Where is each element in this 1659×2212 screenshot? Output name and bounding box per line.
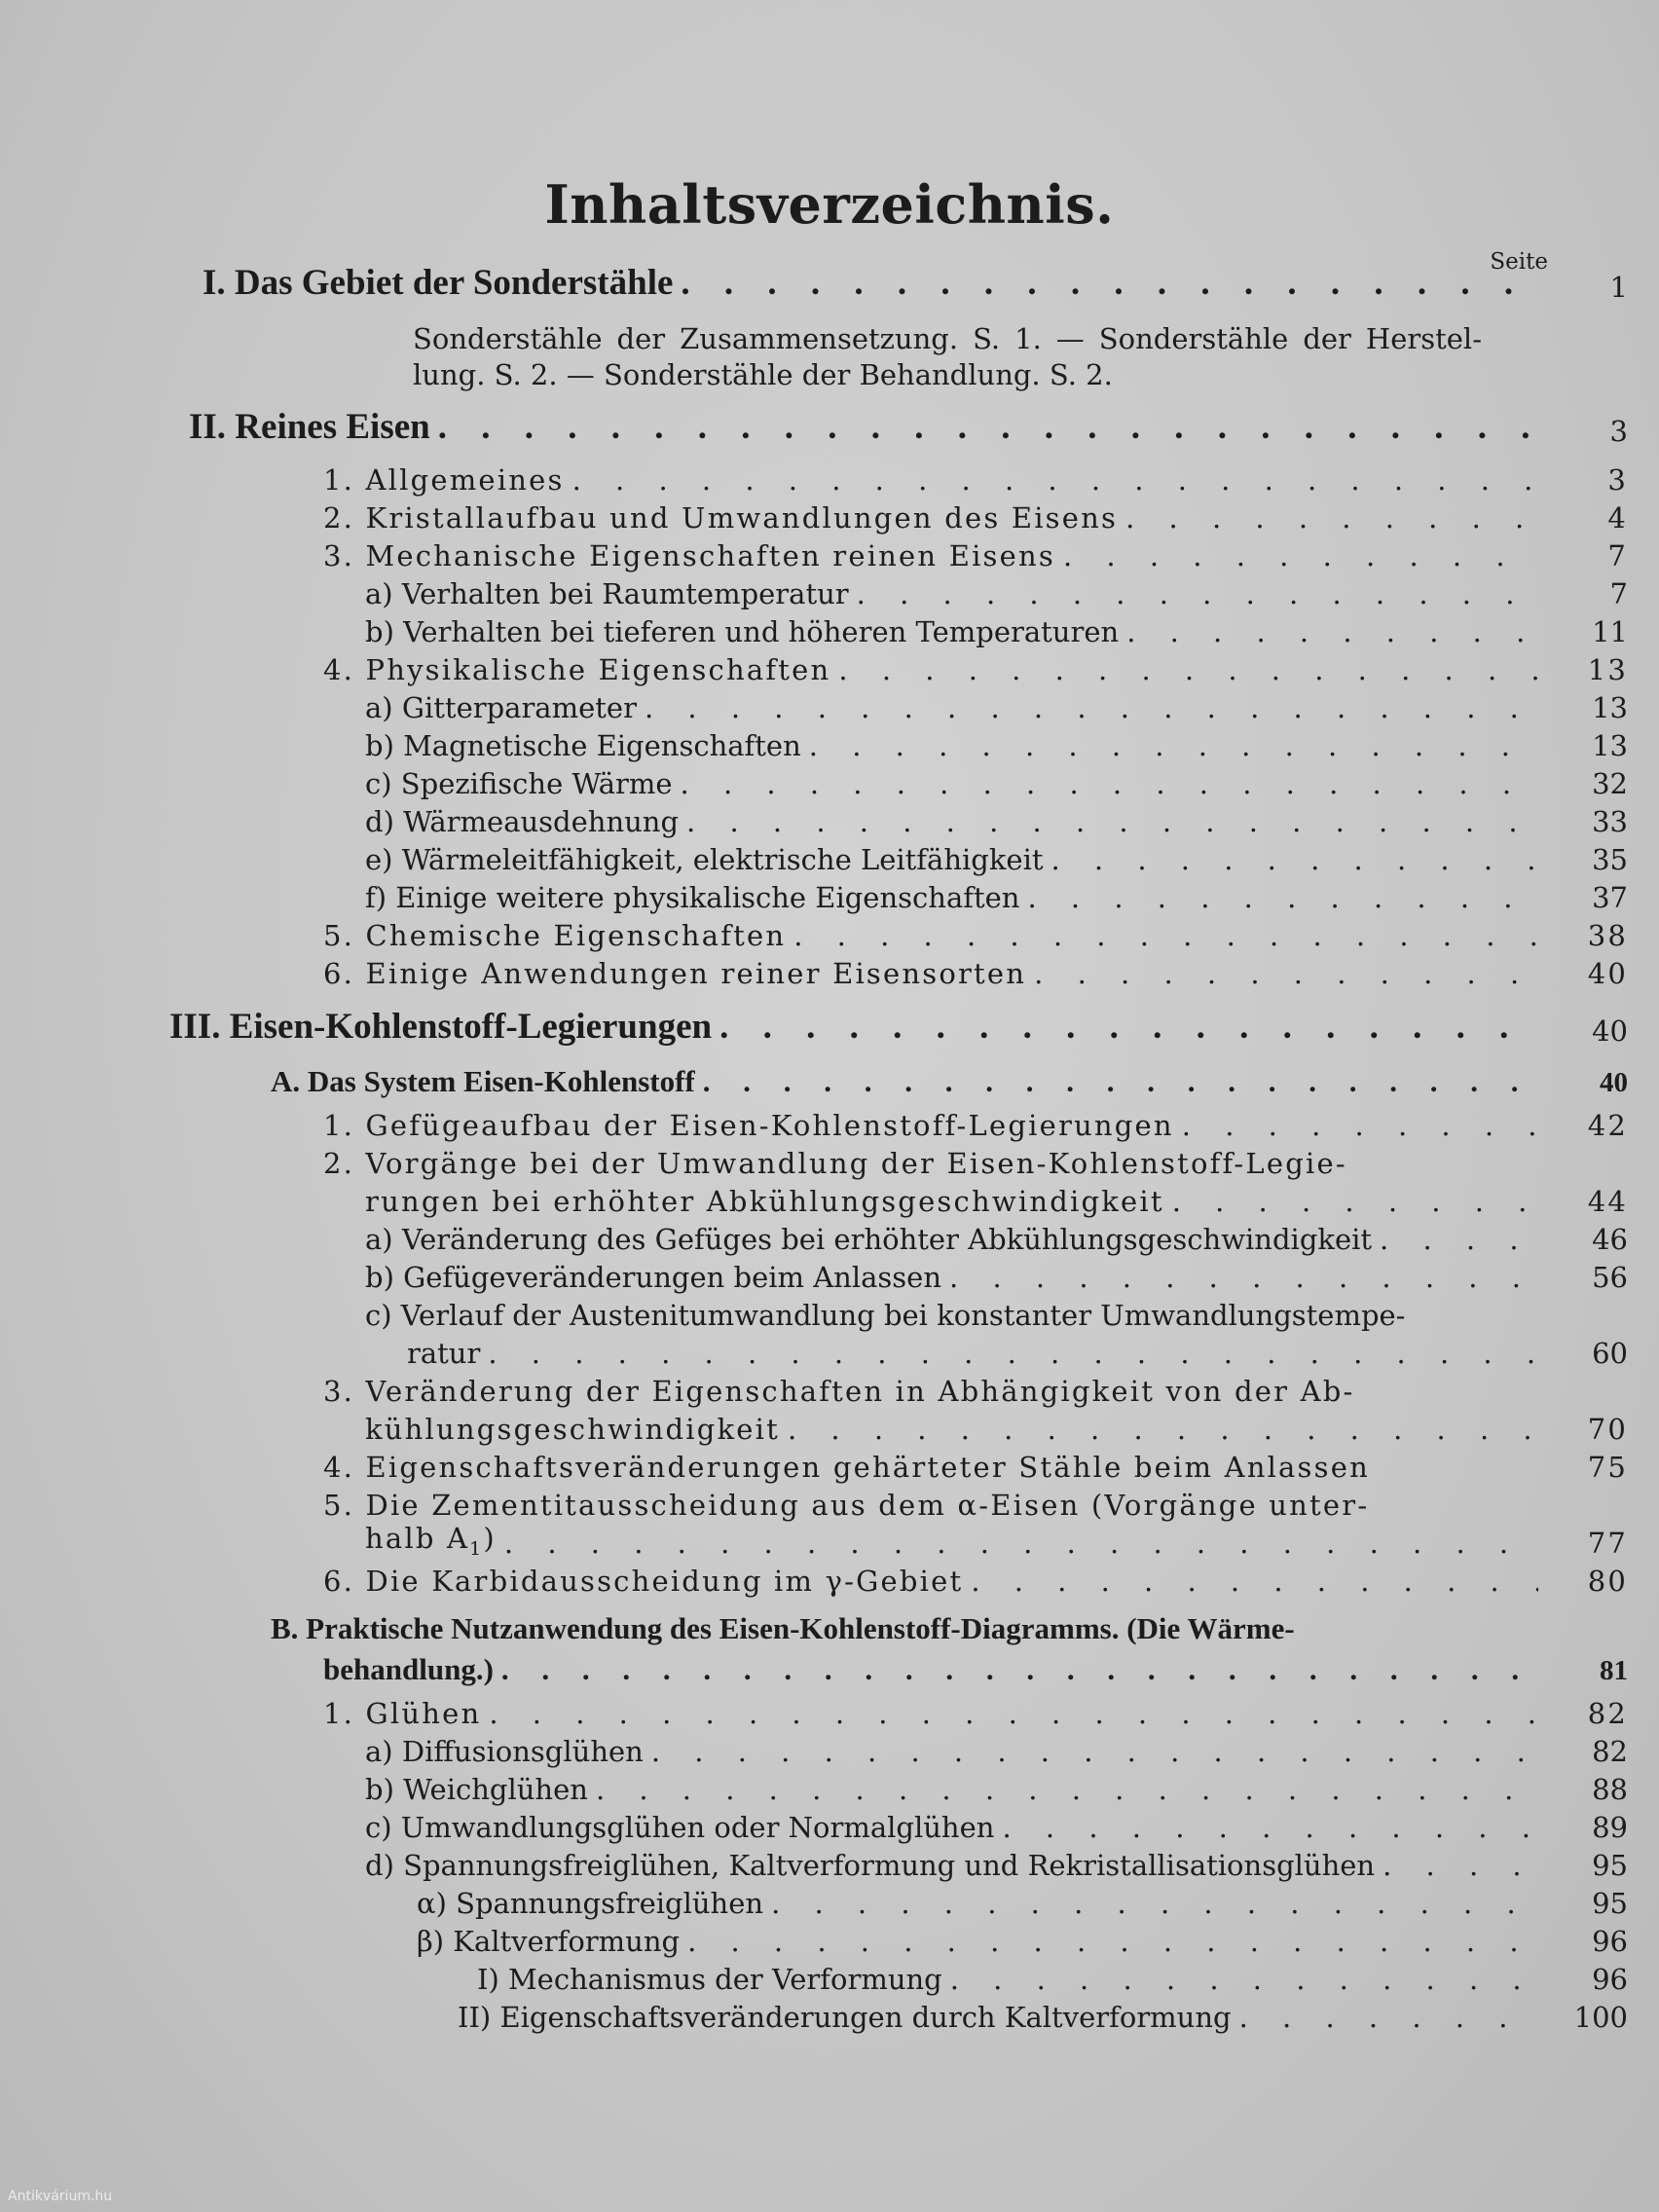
toc-item-continued[interactable]: ratur . . . 60 (407, 1331, 1538, 1370)
page-column-label: Seite (1490, 249, 1548, 275)
toc-item[interactable]: 5. Chemische Eigenschaften . . . 38 (323, 913, 1538, 952)
toc-item[interactable]: II) Eigenschaftsveränderungen durch Kaltverformung . . . 100 (458, 1995, 1538, 2034)
toc-item[interactable]: 3. Veränderung der Eigenschaften in Abhängigkeit von der Ab- (323, 1375, 1355, 1408)
toc-item-continued[interactable]: halb $A_1$) . . . 77 (365, 1521, 1538, 1560)
toc-item[interactable]: 2. Kristallaufbau und Umwandlungen des Eisens . . . 4 (323, 496, 1538, 535)
toc-item[interactable]: b) Verhalten bei tieferen und höheren Temperaturen . . . 11 (365, 609, 1538, 648)
toc-item[interactable]: 2. Vorgänge bei der Umwandlung der Eisen-Kohlenstoff-Legie- (323, 1147, 1347, 1180)
page-number: 1 (1609, 271, 1628, 304)
toc-item[interactable]: α) Spannungsfreiglühen . . . 95 (417, 1881, 1538, 1920)
toc-item[interactable]: a) Diffusionsglühen . . . 82 (365, 1729, 1538, 1768)
toc-item[interactable]: d) Wärmeausdehnung . . . 33 (365, 799, 1538, 838)
toc-item[interactable]: b) Gefügeveränderungen beim Anlassen . . . 56 (365, 1255, 1538, 1294)
toc-item[interactable]: b) Magnetische Eigenschaften . . . 13 (365, 723, 1538, 762)
toc-item[interactable]: a) Verhalten bei Raumtemperatur . . . 7 (365, 571, 1538, 610)
toc-item[interactable]: b) Weichglühen . . . 88 (365, 1767, 1538, 1806)
toc-item[interactable]: β) Kaltverformung . . . 96 (417, 1919, 1538, 1958)
toc-item[interactable]: c) Umwandlungsglühen oder Normalglühen . . . 89 (365, 1805, 1538, 1844)
toc-item[interactable]: 1. Allgemeines . . . 3 (323, 458, 1538, 497)
toc-item[interactable]: f) Einige weitere physikalische Eigenschaften . . . 37 (365, 875, 1538, 914)
watermark: Antikvárium.hu (8, 2189, 113, 2204)
chapter-1-note: Sonderstähle der Zusammensetzung. S. 1. — Sonderstähle der Herstel- lung. S. 2. — Sonderstähle der Behandlung. S. 2. (413, 322, 1482, 391)
toc-item[interactable]: 4. Physikalische Eigenschaften . . . 13 (323, 647, 1538, 686)
toc-item-continued[interactable]: rungen bei erhöhter Abkühlungsgeschwindigkeit . . . 44 (365, 1179, 1538, 1218)
toc-item[interactable]: 6. Einige Anwendungen reiner Eisensorten . . . 40 (323, 951, 1538, 990)
toc-item[interactable]: 5. Die Zementitausscheidung aus dem α-Eisen (Vorgänge unter- (323, 1489, 1370, 1522)
toc-item[interactable]: I) Mechanismus der Verformung . . . 96 (477, 1957, 1538, 1996)
toc-item[interactable]: 3. Mechanische Eigenschaften reinen Eisens . . . 7 (323, 534, 1538, 572)
toc-chapter-2[interactable]: II. Reines Eisen . . . 3 (189, 409, 1538, 448)
toc-section-b-continued[interactable]: behandlung.) . . . 81 (323, 1648, 1538, 1687)
toc-item[interactable]: 1. Glühen . . . 82 (323, 1691, 1538, 1730)
toc-item-continued[interactable]: kühlungsgeschwindigkeit . . . 70 (365, 1407, 1538, 1446)
toc-section-b[interactable]: B. Praktische Nutzanwendung des Eisen-Kohlenstoff-Diagramms. (Die Wärme- (271, 1611, 1295, 1645)
toc-chapter-1[interactable]: I. Das Gebiet der Sonderstähle . . . 1 (203, 265, 1538, 304)
toc-item[interactable]: c) Spezifische Wärme . . . 32 (365, 761, 1538, 800)
toc-item[interactable]: d) Spannungsfreiglühen, Kaltverformung und Rekristallisationsglühen . . . 95 (365, 1843, 1538, 1882)
toc-chapter-3[interactable]: III. Eisen-Kohlenstoff-Legierungen . . . 40 (169, 1009, 1538, 1048)
toc-item[interactable]: e) Wärmeleitfähigkeit, elektrische Leitfähigkeit . . . 35 (365, 837, 1538, 876)
toc-section-a[interactable]: A. Das System Eisen-Kohlenstoff . . . 40 (271, 1060, 1538, 1099)
toc-item[interactable]: a) Gitterparameter . . . 13 (365, 685, 1538, 724)
toc-item[interactable]: a) Veränderung des Gefüges bei erhöhter Abkühlungsgeschwindigkeit . . . 46 (365, 1217, 1538, 1256)
page-title: Inhaltsverzeichnis. (544, 173, 1115, 236)
toc-item[interactable]: 6. Die Karbidausscheidung im γ-Gebiet . . . 80 (323, 1559, 1538, 1598)
toc-item[interactable]: c) Verlauf der Austenitumwandlung bei konstanter Umwandlungstempe- (365, 1299, 1406, 1332)
toc-item[interactable]: 1. Gefügeaufbau der Eisen-Kohlenstoff-Legierungen . . . 42 (323, 1103, 1538, 1142)
toc-item[interactable]: 4. Eigenschaftsveränderungen gehärteter Stähle beim Anlassen 75 (323, 1451, 1628, 1484)
